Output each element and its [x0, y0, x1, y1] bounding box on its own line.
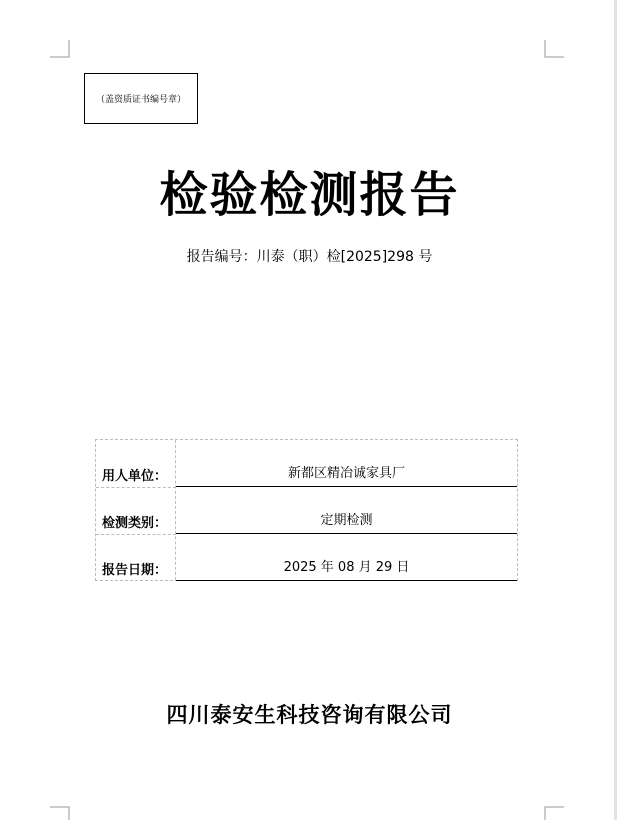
field-label: 报告日期： [102, 563, 168, 578]
stamp-placeholder-box [84, 73, 198, 124]
company-name: 四川泰安生科技咨询有限公司 [166, 702, 453, 727]
field-value: 新都区精冶诚家具厂 [287, 466, 405, 481]
field-row-test-type [96, 487, 517, 534]
crop-mark-bottom-left [50, 806, 70, 820]
field-value: 2025 年 08 月 29 日 [283, 560, 410, 575]
field-label: 用人单位： [102, 469, 168, 484]
field-label: 检测类别： [102, 516, 168, 531]
field-underline [176, 580, 517, 581]
crop-mark-top-left [50, 40, 70, 58]
page-edge [614, 0, 617, 820]
field-row-report-date [96, 534, 517, 581]
info-table [95, 439, 518, 581]
field-value: 定期检测 [320, 513, 373, 528]
crop-mark-bottom-right [544, 806, 564, 820]
crop-mark-top-right [544, 40, 564, 58]
stamp-note: （盖资质证书编号章） [95, 95, 186, 105]
field-row-employer [96, 440, 517, 487]
report-number: 报告编号：川泰（职）检[2025]298 号 [186, 249, 433, 265]
report-title: 检验检测报告 [159, 167, 460, 223]
